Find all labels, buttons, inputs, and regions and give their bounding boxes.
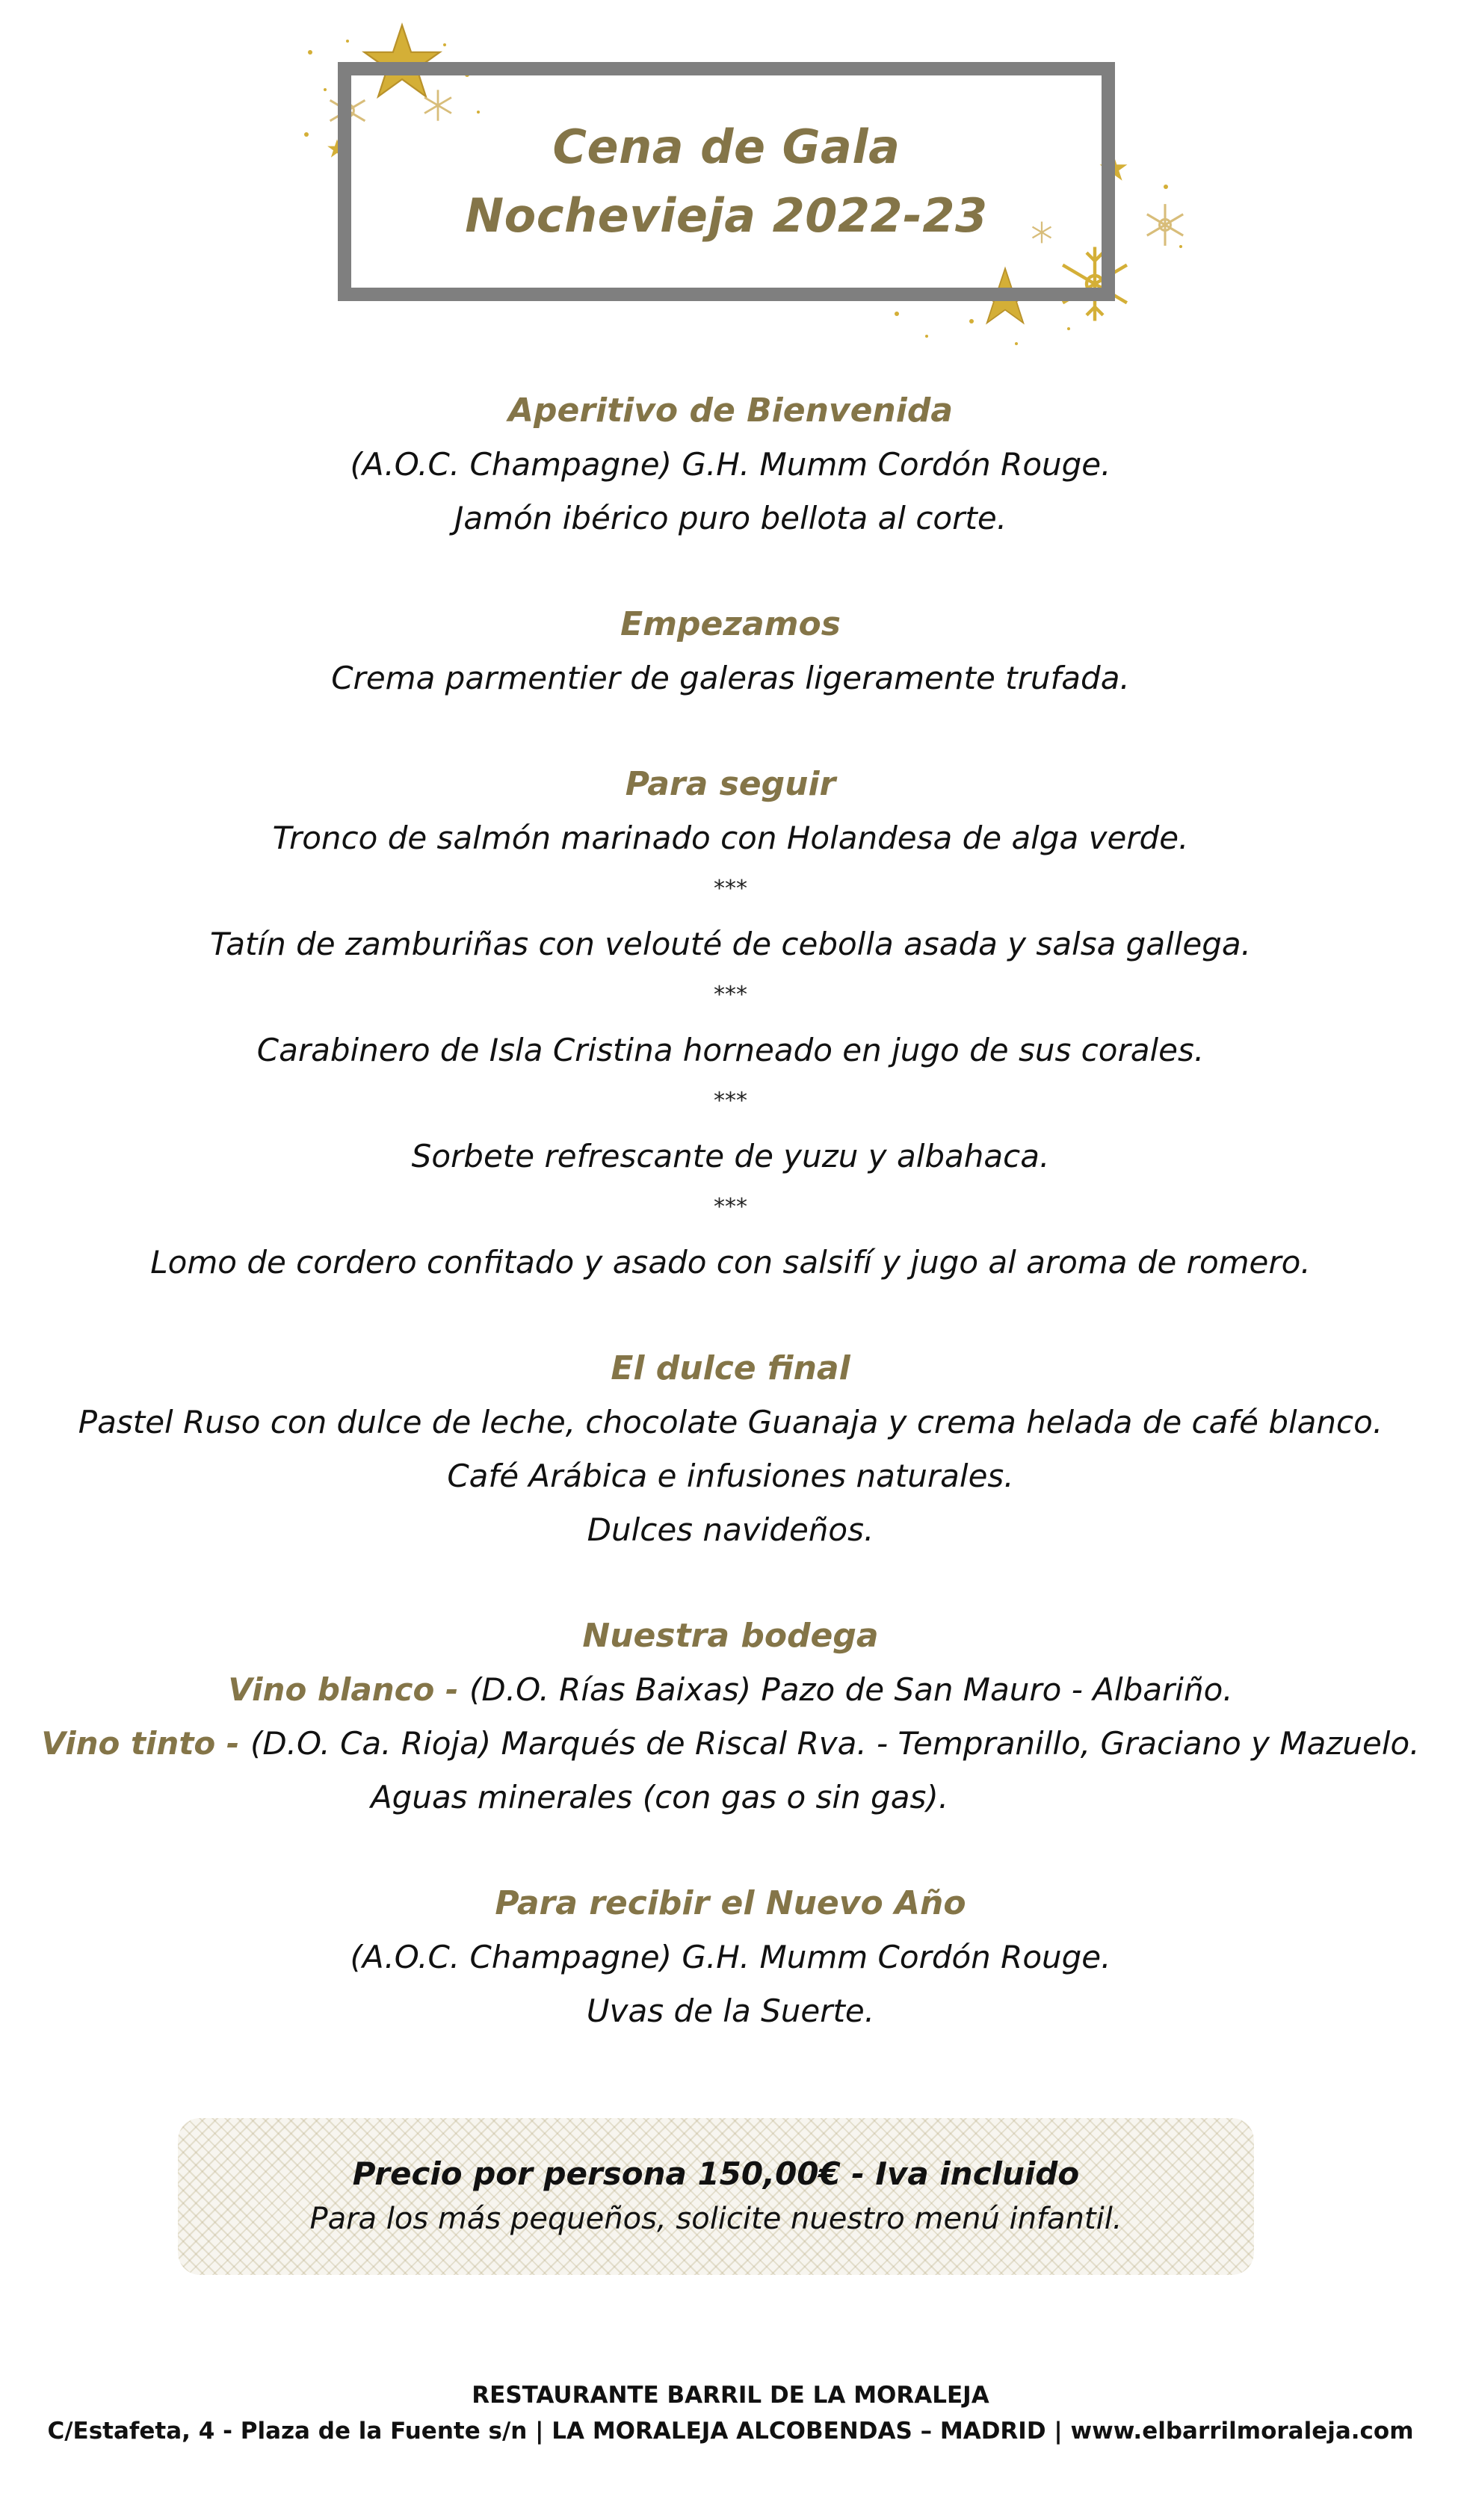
menu-item: Sorbete refrescante de yuzu y albahaca. <box>411 1138 1050 1174</box>
menu-item: Crema parmentier de galeras ligeramente trufada. <box>331 660 1130 696</box>
section-heading-bodega: Nuestra bodega <box>582 1617 879 1655</box>
price-text: Precio por persona 150,00€ - Iva incluido <box>352 2155 1080 2192</box>
section-heading-para-seguir: Para seguir <box>625 765 836 803</box>
wine-white-line <box>0 1668 1461 1712</box>
kids-menu-note: Para los más pequeños, solicite nuestro menú infantil. <box>309 2202 1122 2236</box>
section-heading-empezamos: Empezamos <box>620 605 841 643</box>
section-heading-dulce-final: El dulce final <box>611 1349 850 1387</box>
water-line: Aguas minerales (con gas o sin gas). <box>370 1779 949 1815</box>
title-frame <box>338 62 1115 301</box>
menu-item: Jamón ibérico puro bellota al corte. <box>454 500 1007 536</box>
title-line-2: Nochevieja 2022-23 <box>465 188 988 243</box>
wine-red-text: (D.O. Ca. Rioja) Marqués de Riscal Rva. - Tempranillo, Graciano y Mazuelo. <box>250 1725 1420 1762</box>
menu-item: Pastel Ruso con dulce de leche, chocolate Guanaja y crema helada de café blanco. <box>78 1404 1383 1440</box>
wine-red-label: Vino tinto - <box>41 1725 250 1762</box>
separator: *** <box>714 1194 747 1220</box>
menu-item: Tatín de zamburiñas con velouté de cebolla asada y salsa gallega. <box>210 926 1251 962</box>
menu-item: Tronco de salmón marinado con Holandesa de alga verde. <box>272 820 1189 856</box>
footer-restaurant-name: RESTAURANTE BARRIL DE LA MORALEJA <box>472 2382 989 2409</box>
menu-item: Uvas de la Suerte. <box>586 1993 875 2029</box>
menu-item: Dulces navideños. <box>587 1511 874 1548</box>
menu-item: (A.O.C. Champagne) G.H. Mumm Cordón Rouge. <box>350 446 1111 483</box>
price-box <box>178 2118 1254 2275</box>
wine-white-label: Vino blanco - <box>228 1671 470 1708</box>
wine-white-text: (D.O. Rías Baixas) Pazo de San Mauro - Albariño. <box>469 1671 1233 1708</box>
section-heading-aperitivo: Aperitivo de Bienvenida <box>507 391 954 430</box>
menu-item: Lomo de cordero confitado y asado con salsifí y jugo al aroma de romero. <box>150 1244 1311 1281</box>
menu-item: Café Arábica e infusiones naturales. <box>447 1458 1014 1494</box>
separator: *** <box>714 982 747 1008</box>
separator: *** <box>714 1088 747 1114</box>
menu-item: Carabinero de Isla Cristina horneado en jugo de sus corales. <box>256 1032 1205 1068</box>
wine-red-line <box>0 1721 1461 1766</box>
footer-address: C/Estafeta, 4 - Plaza de la Fuente s/n | LA MORALEJA ALCOBENDAS – MADRID | www.elbarrilmoraleja.com <box>47 2418 1414 2445</box>
separator: *** <box>714 876 747 902</box>
section-heading-nuevo-ano: Para recibir el Nuevo Año <box>495 1884 966 1922</box>
menu-item: (A.O.C. Champagne) G.H. Mumm Cordón Rouge. <box>350 1939 1111 1975</box>
title-line-1: Cena de Gala <box>552 120 901 174</box>
